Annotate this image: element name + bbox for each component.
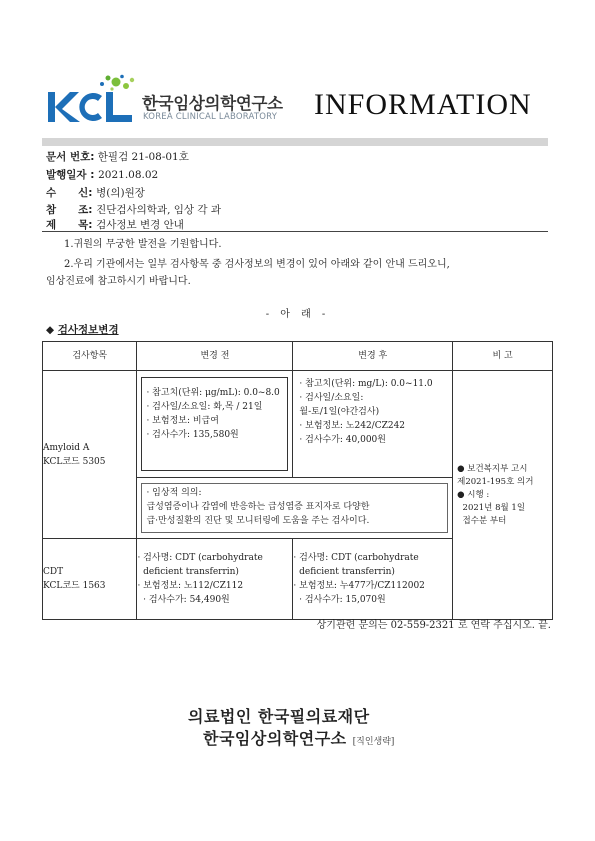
header-divider-bar [42, 138, 548, 146]
item-name: CDT [43, 567, 64, 577]
remark-cell [453, 371, 553, 620]
significance-line: 급성염증이나 감염에 반응하는 급성염증 표지자로 다양한 [146, 502, 370, 512]
doc-number-row: 문서 번호: 한필검 21-08-01호 [46, 151, 189, 163]
subject-row: 제 목: 검사정보 변경 안내 [46, 219, 184, 231]
after-cell-cdt [293, 539, 453, 620]
seal-omitted-note: [직인생략] [352, 737, 395, 747]
significance-box [141, 483, 448, 533]
before-line: · 참고치(단위: μg/mL): 0.0~8.0 [146, 388, 280, 398]
after-line: · 검사수가: 40,000원 [299, 435, 386, 445]
before-line: · 검사수가: 135,580원 [146, 430, 239, 440]
paragraph-1: 1.귀원의 무궁한 발전을 기원합니다. [64, 239, 222, 250]
remark-line: 제2021-195호 의거 [457, 476, 534, 487]
header-item: 검사항목 [43, 342, 137, 371]
subject-label: 제 목 [46, 219, 89, 231]
after-line: · 검사일/소요일: [299, 393, 364, 403]
significance-line: · 임상적 의의: [146, 488, 202, 498]
remark-line: 2021년 8월 1일 [457, 502, 526, 513]
table-row [43, 371, 553, 478]
page-title: INFORMATION [314, 88, 532, 121]
recipient-label: 수 신 [46, 187, 89, 199]
significance-line: 급·만성질환의 진단 및 모니터링에 도움을 주는 검사이다. [146, 516, 370, 526]
header-before: 변경 전 [137, 342, 293, 371]
section-heading [46, 322, 119, 337]
before-line: · 검사명: CDT (carbohydrate [137, 553, 263, 563]
doc-number-value: 한필검 21-08-01호 [97, 151, 189, 163]
logo-dots-icon [100, 75, 134, 91]
item-code: KCL코드 5305 [43, 456, 106, 467]
before-line: · 보험정보: 노112/CZ112 [137, 581, 244, 591]
item-cell-cdt [43, 539, 137, 620]
after-line: · 참고치(단위: mg/L): 0.0~11.0 [299, 379, 433, 389]
before-box [141, 377, 288, 471]
header-after: 변경 후 [293, 342, 453, 371]
paragraph-2: 2.우리 기관에서는 일부 검사항목 중 검사정보의 변경이 있어 아래와 같이 안내 드리오니, [64, 259, 450, 270]
before-line: · 검사수가: 54,490원 [137, 595, 230, 605]
section-title: 검사정보변경 [57, 324, 119, 336]
kcl-logo-mark [46, 74, 138, 126]
issue-date-label: 발행일자 [46, 169, 87, 181]
reference-value: 진단검사의학과, 임상 각 과 [96, 204, 222, 216]
foundation-name: 의료법인 한국필의료재단 [188, 707, 370, 726]
item-code: KCL코드 1563 [43, 581, 106, 591]
logo-letters-icon [48, 92, 132, 122]
after-line: 월-토/1일(야간검사) [299, 407, 380, 417]
subject-value: 검사정보 변경 안내 [96, 219, 184, 231]
before-cell-cdt [137, 539, 293, 620]
reference-label: 참 조 [46, 204, 89, 216]
before-cell-amyloid [137, 371, 293, 478]
issue-date-value: 2021.08.02 [98, 169, 159, 181]
after-line: · 보험정보: 노242/CZ242 [299, 421, 406, 431]
subject-underline [42, 231, 548, 232]
after-line: · 검사명: CDT (carbohydrate [293, 553, 419, 563]
before-line: · 검사일/소요일: 화,목 / 21일 [146, 402, 263, 412]
institute-name-text: 한국임상의학연구소 [203, 729, 347, 748]
after-cell-amyloid [293, 371, 453, 478]
kcl-logo [46, 74, 296, 126]
after-line: deficient transferrin) [293, 567, 395, 577]
after-box [293, 373, 452, 475]
recipient-row: 수 신: 병(의)원장 [46, 187, 145, 199]
below-heading: - 아 래 - [265, 309, 330, 320]
after-line: · 보험정보: 누477가/CZ112002 [293, 581, 425, 591]
paragraph-2-cont: 임상진료에 참고하시기 바랍니다. [46, 276, 191, 287]
significance-cell [137, 478, 453, 539]
recipient-value: 병(의)원장 [96, 187, 145, 199]
item-name: Amyloid A [43, 442, 90, 453]
logo-english-name: KOREA CLINICAL LABORATORY [143, 112, 278, 122]
institute-name [203, 726, 394, 749]
remark-line: 접수분 부터 [457, 515, 507, 526]
before-line: · 보험정보: 비급여 [146, 416, 219, 426]
after-line: · 검사수가: 15,070원 [293, 595, 386, 605]
item-cell-amyloid [43, 371, 137, 539]
header-remark: 비 고 [453, 342, 553, 371]
logo-korean-name: 한국임상의학연구소 [142, 94, 283, 113]
change-table [42, 341, 553, 620]
table-header-row [43, 342, 553, 371]
issue-date-row: 발행일자 : 2021.08.02 [46, 169, 159, 181]
before-line: deficient transferrin) [137, 567, 239, 577]
contact-note: 상기관련 문의는 02-559-2321 로 연락 주십시오. 끝. [316, 620, 551, 631]
remark-line: ● 보건복지부 고시 [457, 463, 528, 474]
remark-line: ● 시행 : [457, 489, 490, 500]
doc-number-label: 문서 번호 [46, 151, 91, 163]
reference-row: 참 조: 진단검사의학과, 임상 각 과 [46, 204, 222, 216]
diamond-icon: ◆ [46, 324, 55, 336]
